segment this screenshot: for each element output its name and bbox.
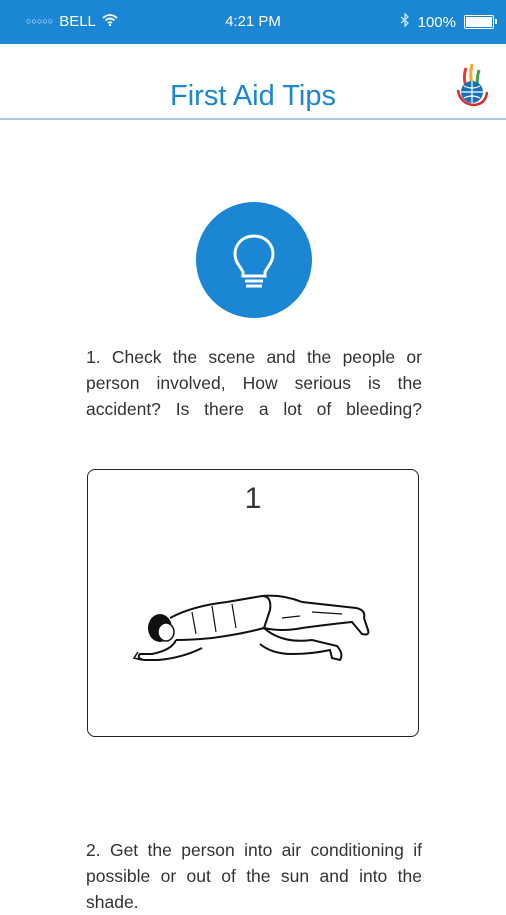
- tip-text: 2. Get the person into air conditioning if possible or out of the sun and into the shade.: [86, 840, 422, 912]
- page-title: First Aid Tips: [170, 80, 336, 112]
- status-right: [400, 13, 494, 31]
- tip-illustration: [87, 469, 419, 737]
- tip-badge: [196, 202, 312, 318]
- status-bar: [0, 0, 506, 44]
- illustration-number: 1: [244, 482, 262, 515]
- recovery-position-figure: [132, 588, 392, 678]
- nav-bar: [0, 44, 506, 120]
- battery-percentage: 100%: [417, 13, 456, 31]
- app-logo-icon[interactable]: [452, 60, 492, 108]
- battery-icon: [464, 15, 494, 29]
- nav-divider: [0, 118, 506, 120]
- lightbulb-icon: [229, 232, 279, 290]
- tip-text: 1. Check the scene and the people or person involved, How serious is the accident? Is there a lot of bleeding?: [86, 347, 422, 419]
- status-time: 4:21 PM: [225, 13, 281, 30]
- bluetooth-icon: [400, 13, 410, 31]
- signal-strength-icon: ○○○○○: [26, 15, 54, 26]
- carrier-name: BELL: [59, 13, 96, 30]
